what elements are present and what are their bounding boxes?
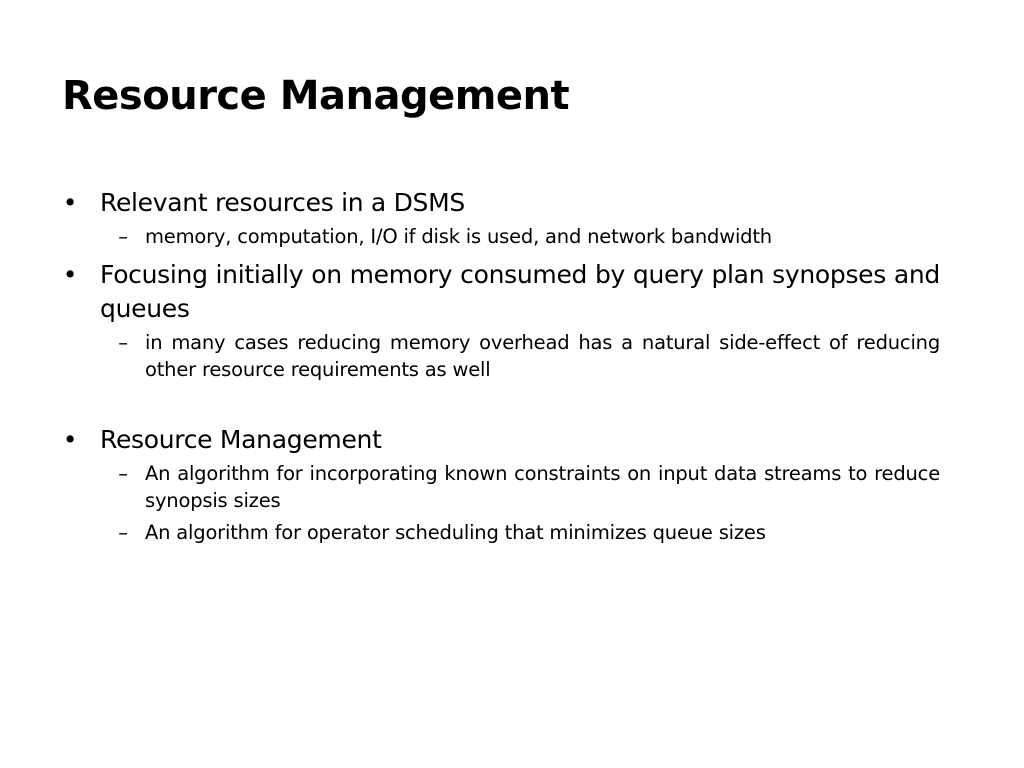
bullet-item [60, 423, 940, 457]
sub-bullet-text: An algorithm for incorporating known constraints on input data streams to reduce synopsis sizes [145, 462, 940, 512]
sub-bullet-text: memory, computation, I/O if disk is used, and network bandwidth [145, 225, 772, 248]
dash-icon: – [118, 462, 128, 485]
bullet-icon: • [62, 188, 78, 217]
dash-icon: – [118, 331, 128, 354]
dash-icon: – [118, 225, 128, 248]
slide-title: Resource Management [62, 73, 570, 119]
dash-icon: – [118, 521, 128, 544]
bullet-text: Focusing initially on memory consumed by query plan synopses and queues [100, 260, 940, 323]
bullet-text: Resource Management [100, 425, 382, 454]
bullet-icon: • [62, 425, 78, 454]
sub-bullet-item [60, 329, 940, 383]
bullet-icon: • [62, 260, 78, 289]
sub-bullet-text: An algorithm for operator scheduling that minimizes queue sizes [145, 521, 766, 544]
bullet-text: Relevant resources in a DSMS [100, 188, 465, 217]
slide-body [60, 186, 940, 546]
sub-bullet-item [60, 223, 940, 250]
bullet-item [60, 258, 940, 326]
bullet-item [60, 186, 940, 220]
sub-bullet-item [60, 460, 940, 514]
sub-bullet-text: in many cases reducing memory overhead has a natural side-effect of reducing other resource requirements as well [145, 331, 940, 381]
sub-bullet-item [60, 519, 940, 546]
